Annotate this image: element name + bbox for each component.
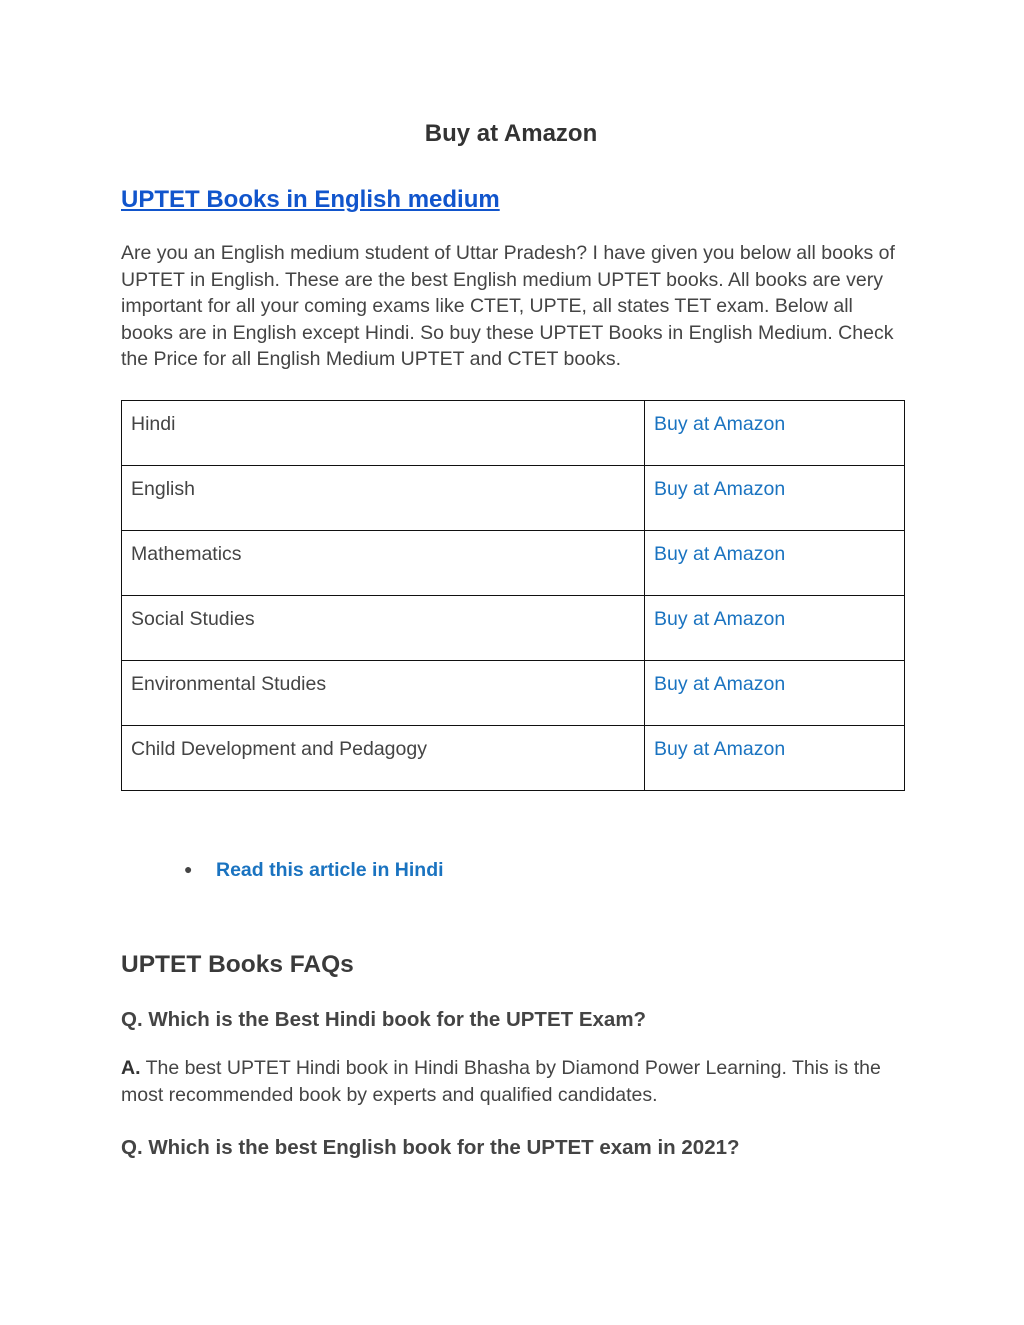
buy-at-amazon-link[interactable]: Buy at Amazon	[654, 738, 786, 760]
table-row	[122, 726, 905, 791]
faq-answer-1	[121, 1055, 905, 1108]
subject-cell: Environmental Studies	[122, 661, 645, 726]
buy-cell	[645, 401, 905, 466]
buy-at-amazon-link[interactable]: Buy at Amazon	[654, 608, 786, 630]
table-row	[122, 661, 905, 726]
answer-prefix: A.	[121, 1057, 141, 1079]
subject-cell: Hindi	[122, 401, 645, 466]
buy-cell	[645, 726, 905, 791]
buy-cell	[645, 661, 905, 726]
read-in-hindi-link[interactable]: Read this article in Hindi	[216, 859, 444, 881]
subject-cell: Mathematics	[122, 531, 645, 596]
buy-cell	[645, 466, 905, 531]
buy-cell	[645, 531, 905, 596]
faq-question-1: Q. Which is the Best Hindi book for the UPTET Exam?	[121, 1008, 647, 1031]
answer-text: The best UPTET Hindi book in Hindi Bhasha by Diamond Power Learning. This is the most recommended book by experts and qualified candidates.	[121, 1057, 881, 1106]
bullet-icon: ●	[184, 861, 193, 877]
buy-at-amazon-link[interactable]: Buy at Amazon	[654, 478, 786, 500]
buy-at-amazon-link[interactable]: Buy at Amazon	[654, 543, 786, 565]
page-title: Buy at Amazon	[424, 120, 598, 147]
table-row	[122, 401, 905, 466]
table-row	[122, 531, 905, 596]
subject-cell: Social Studies	[122, 596, 645, 661]
subject-cell: English	[122, 466, 645, 531]
list-item	[184, 855, 444, 884]
table-row	[122, 466, 905, 531]
subject-cell: Child Development and Pedagogy	[122, 726, 645, 791]
section-title-link[interactable]: UPTET Books in English medium	[121, 186, 500, 213]
table-row	[122, 596, 905, 661]
faq-question-2: Q. Which is the best English book for the UPTET exam in 2021?	[121, 1136, 740, 1159]
buy-at-amazon-link[interactable]: Buy at Amazon	[654, 413, 786, 435]
intro-paragraph: Are you an English medium student of Uttar Pradesh? I have given you below all books of UPTET in English. These are the best English medium UPTET books. All books are very important for all your coming exams like CTET, UPTE, all states TET exam. Below all books are in English except Hindi. So buy these UPTET Books in English Medium. Check the Price for all English Medium UPTET and CTET books.	[121, 242, 895, 371]
buy-at-amazon-link[interactable]: Buy at Amazon	[654, 673, 786, 695]
buy-cell	[645, 596, 905, 661]
faq-heading: UPTET Books FAQs	[121, 951, 354, 978]
books-table	[121, 400, 905, 791]
